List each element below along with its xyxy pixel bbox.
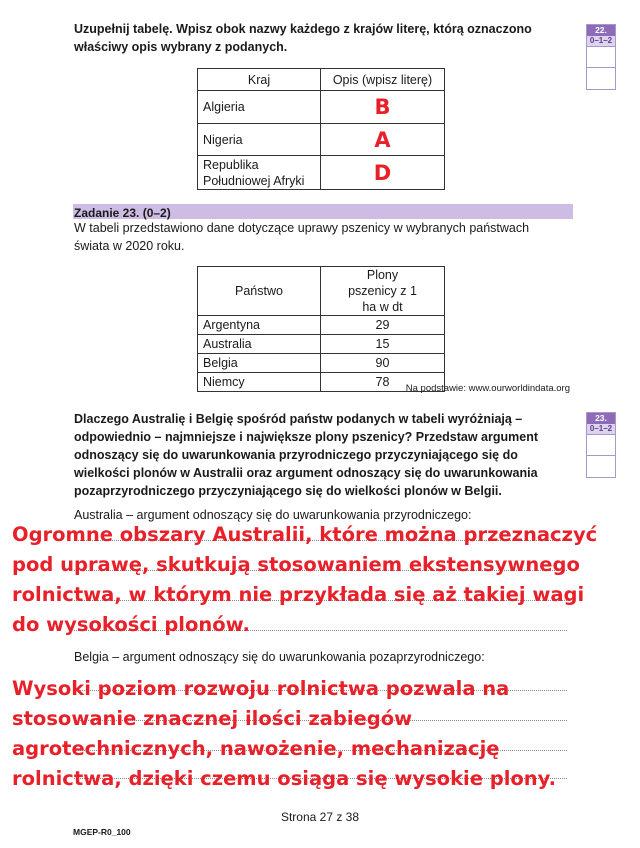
score-cell: [587, 434, 615, 455]
belgia-answer: Wysoki poziom rozwoju rolnictwa pozwala na stosowanie znacznej ilości zabiegów agrotechnicznych, nawożenie, mechanizację rolnictwa, dzięki czemu osiąga się wysokie plony.: [12, 677, 557, 790]
score-box-number: 22.: [587, 25, 615, 36]
score-cell: [587, 67, 615, 88]
col-header-desc: Opis (wpisz literę): [321, 69, 445, 91]
task23-header: Zadanie 23. (0–2): [74, 206, 171, 220]
country-cell: Australia: [198, 335, 321, 354]
source-note: Na podstawie: www.ourworldindata.org: [405, 383, 570, 394]
score-box-number: 23.: [587, 413, 615, 424]
task23-question: Dlaczego Australię i Belgię spośród państw podanych w tabeli wyróżniają – odpowiednio – najmniejsze i największe plony pszenicy? Przedstaw argument odnoszący się do uwarunkowania przyrodniczego przyczyniającego się do wielkości plonów w Australii oraz argument odnoszący się do uwarunkowania pozaprzyrodniczego przyczyniającego się do wielkości plonów w Belgii.: [74, 412, 539, 498]
task23-intro: W tabeli przedstawiono dane dotyczące uprawy pszenicy w wybranych państwach świata w 2020 roku.: [74, 221, 530, 253]
belgia-label: Belgia – argument odnoszący się do uwarunkowania pozaprzyrodniczego:: [74, 650, 485, 664]
page-number: Strona 27 z 38: [280, 810, 360, 824]
country-cell: Algieria: [198, 91, 321, 124]
country-cell: Niemcy: [198, 373, 321, 392]
col-header-yield: Plony pszenicy z 1 ha w dt: [321, 267, 445, 316]
task23-header-bar: [73, 204, 573, 219]
answer-letter: A: [374, 127, 391, 152]
score-cell: [587, 46, 615, 67]
score-box-range: 0–1–2: [587, 424, 615, 434]
answer-letter: D: [373, 160, 392, 185]
col-header-country: Państwo: [198, 267, 321, 316]
score-cell: [587, 455, 615, 476]
country-cell: Belgia: [198, 354, 321, 373]
task22-instruction: Uzupełnij tabelę. Wpisz obok nazwy każdego z krajów literę, którą oznaczono właściwy opis wybrany z podanych.: [74, 22, 532, 54]
score-box-23: [586, 412, 616, 478]
yield-cell: 90: [321, 354, 445, 373]
yield-cell: 29: [321, 316, 445, 335]
score-box-22: [586, 24, 616, 90]
col-header-country: Kraj: [198, 69, 321, 91]
yield-cell: 15: [321, 335, 445, 354]
australia-label: Australia – argument odnoszący się do uwarunkowania przyrodniczego:: [74, 508, 472, 522]
country-cell: Argentyna: [198, 316, 321, 335]
country-description-table: [197, 68, 445, 190]
score-box-range: 0–1–2: [587, 36, 615, 46]
country-cell: Republika Południowej Afryki: [198, 156, 321, 190]
australia-answer: Ogromne obszary Australii, które można przeznaczyć pod uprawę, skutkują stosowaniem ekstensywnego rolnictwa, w którym nie przykłada się aż takiej wagi do wysokości plonów.: [12, 523, 598, 636]
wheat-yield-table: [197, 266, 445, 392]
yield-cell: 78: [321, 373, 445, 392]
country-cell: Nigeria: [198, 124, 321, 156]
answer-letter: B: [374, 95, 391, 119]
exam-code: MGEP-R0_100: [73, 827, 131, 837]
